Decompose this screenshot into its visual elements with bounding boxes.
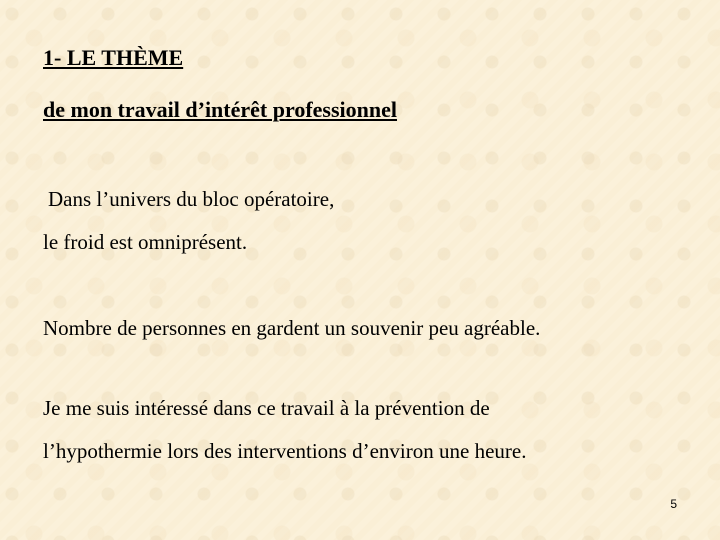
slide-subtitle: de mon travail d’intérêt professionnel [43,97,398,122]
body-line-5: l’hypothermie lors des interventions d’environ une heure. [43,439,527,463]
body-line-3: Nombre de personnes en gardent un souvenir peu agréable. [43,316,541,340]
body-line-4: Je me suis intéressé dans ce travail à la prévention de [43,396,490,420]
slide-title: 1- LE THÈME [43,45,184,70]
body-line-2: le froid est omniprésent. [43,230,248,254]
body-line-1: Dans l’univers du bloc opératoire, [48,187,335,211]
page-number: 5 [670,497,677,511]
